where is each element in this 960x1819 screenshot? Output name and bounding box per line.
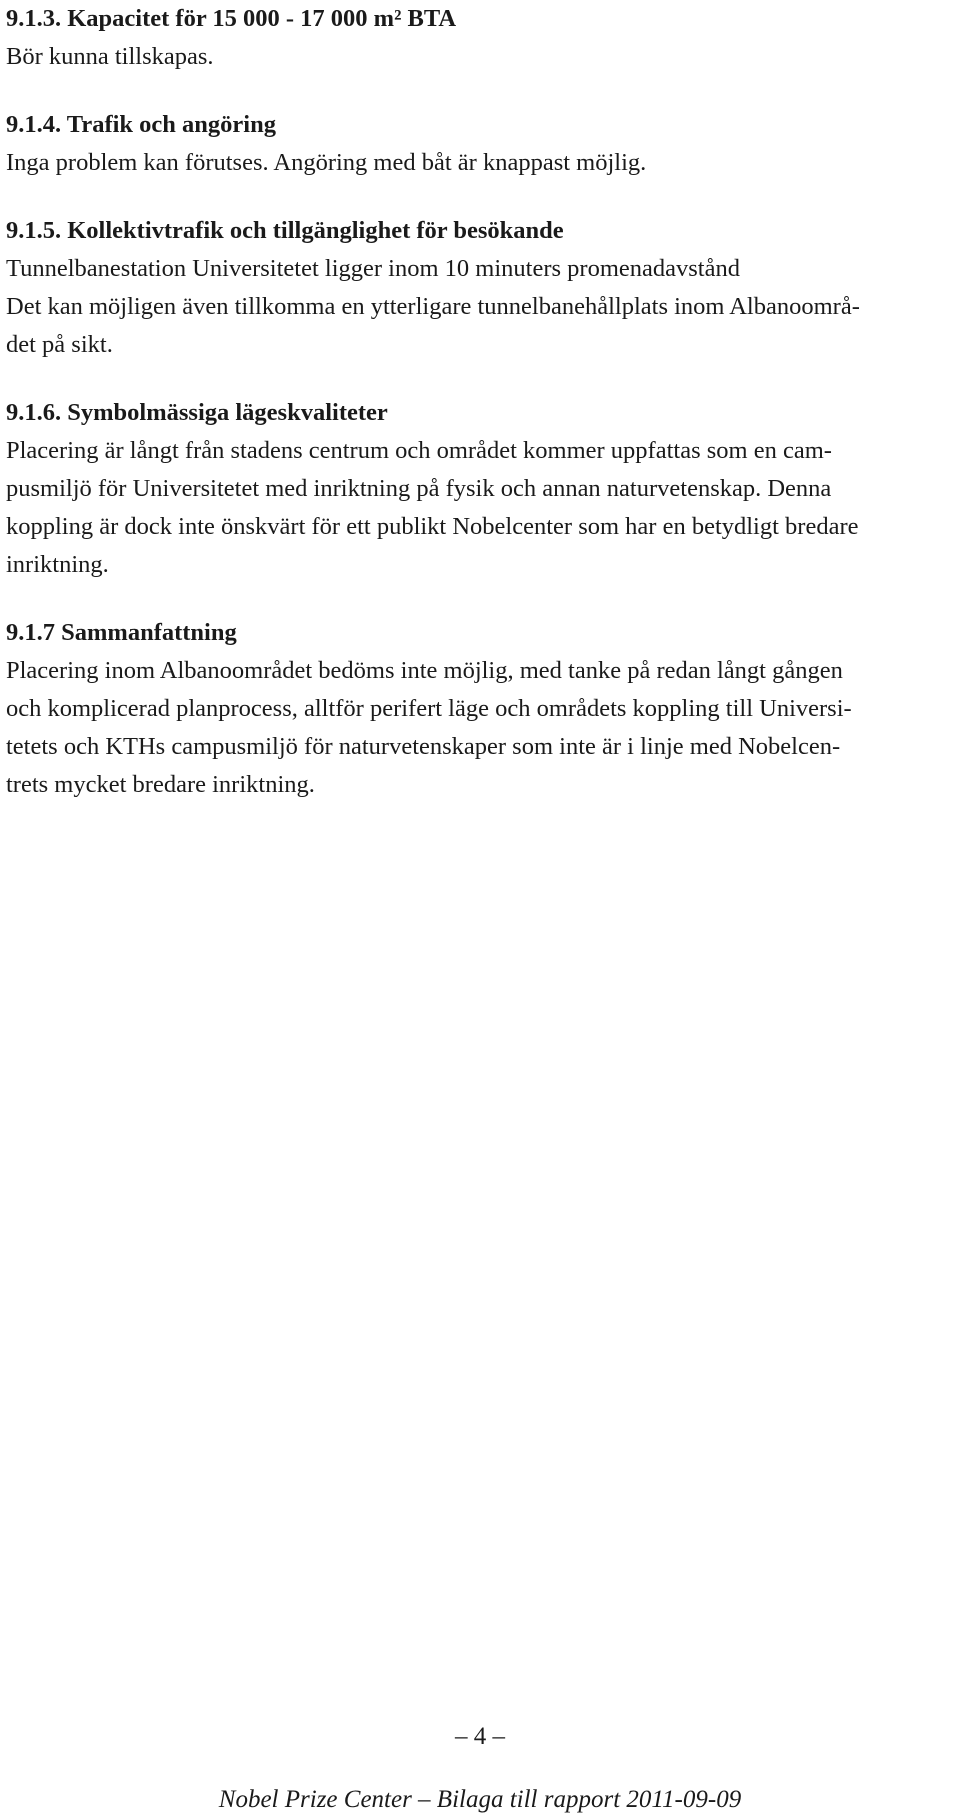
paragraph-line: Inga problem kan förutses. Angöring med båt är knappast möjlig. — [6, 149, 647, 176]
paragraph-line: tetets och KTHs campusmiljö för naturvetenskaper som inte är i linje med Nobelcen- — [6, 733, 841, 760]
paragraph-line: Tunnelbanestation Universitetet ligger inom 10 minuters promenadavstånd — [6, 255, 740, 282]
paragraph-line: Det kan möjligen även tillkomma en ytterligare tunnelbanehållplats inom Albanoområ- — [6, 293, 860, 320]
section-9-1-7 — [6, 614, 951, 804]
section-9-1-3 — [6, 0, 951, 76]
paragraph-line: koppling är dock inte önskvärt för ett publikt Nobelcenter som har en betydligt bredare — [6, 513, 859, 540]
paragraph-line: pusmiljö för Universitetet med inriktning på fysik och annan naturvetenskap. Denna — [6, 475, 832, 502]
paragraph-line: trets mycket bredare inriktning. — [6, 771, 315, 798]
paragraph-line: inriktning. — [6, 551, 109, 578]
section-paragraph — [6, 652, 951, 804]
section-heading: 9.1.6. Symbolmässiga lägeskvaliteter — [6, 399, 388, 426]
paragraph-line: Placering är långt från stadens centrum och området kommer uppfattas som en cam- — [6, 437, 832, 464]
section-9-1-4 — [6, 106, 951, 182]
section-paragraph — [6, 38, 951, 76]
section-paragraph — [6, 250, 951, 364]
section-9-1-5 — [6, 212, 951, 364]
section-gap — [6, 364, 951, 394]
section-paragraph — [6, 144, 951, 182]
paragraph-line: det på sikt. — [6, 331, 113, 358]
page-footer: Nobel Prize Center – Bilaga till rapport 2011-09-09 — [218, 1786, 742, 1813]
page-number: – 4 – — [455, 1723, 505, 1750]
section-gap — [6, 584, 951, 614]
section-heading: 9.1.4. Trafik och angöring — [6, 111, 276, 138]
section-gap — [6, 182, 951, 212]
paragraph-line: Placering inom Albanoområdet bedöms inte möjlig, med tanke på redan långt gången — [6, 657, 843, 684]
paragraph-line: och komplicerad planprocess, alltför perifert läge och områdets koppling till Universi- — [6, 695, 852, 722]
section-9-1-6 — [6, 394, 951, 584]
section-paragraph — [6, 432, 951, 584]
section-heading: 9.1.5. Kollektivtrafik och tillgänglighet för besökande — [6, 217, 564, 244]
section-heading: 9.1.3. Kapacitet för 15 000 - 17 000 m² BTA — [6, 5, 457, 32]
section-gap — [6, 76, 951, 106]
paragraph-line: Bör kunna tillskapas. — [6, 43, 214, 70]
document-body — [6, 0, 951, 804]
section-heading: 9.1.7 Sammanfattning — [6, 619, 237, 646]
